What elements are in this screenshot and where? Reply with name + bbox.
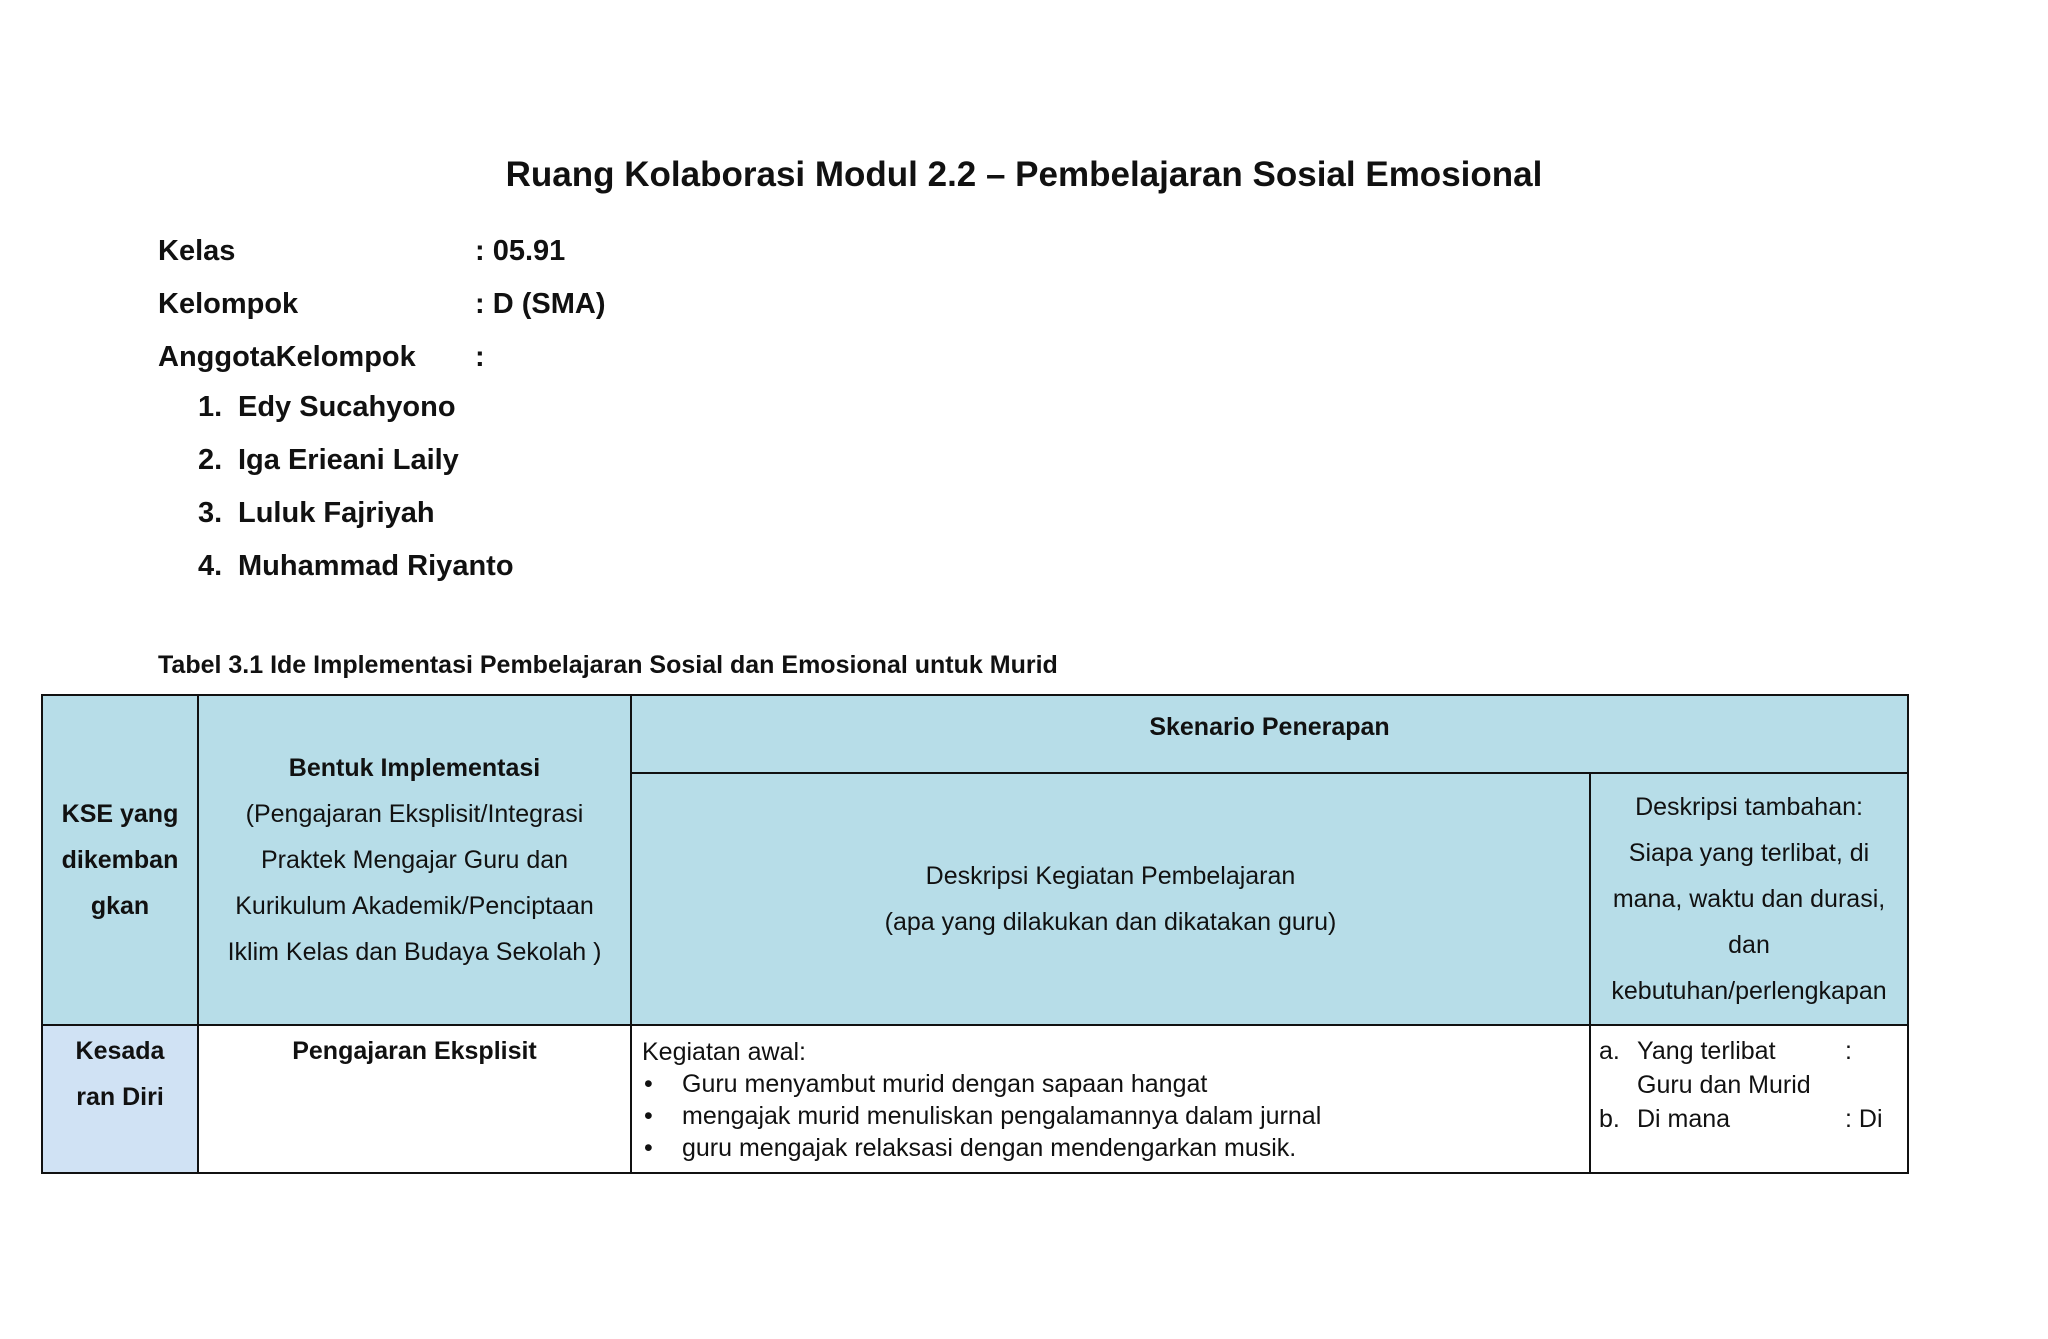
header-tambahan-line: kebutuhan/perlengkapan <box>1611 977 1887 1005</box>
list-item <box>642 1068 1579 1100</box>
kegiatan-item: Guru menyambut murid dengan sapaan hangat <box>682 1070 1208 1098</box>
tambahan-label: Yang terlibat <box>1637 1037 1776 1065</box>
anggota-label: AnggotaKelompok <box>158 341 416 373</box>
header-kse-line: dikemban <box>61 846 179 874</box>
row-kegiatan <box>631 1025 1590 1173</box>
header-tambahan <box>1590 773 1908 1025</box>
kegiatan-list <box>642 1068 1579 1164</box>
kelompok-label: Kelompok <box>158 288 299 320</box>
tambahan-letter: b. <box>1599 1105 1620 1133</box>
table-header-row <box>42 695 1908 773</box>
list-item <box>198 493 514 546</box>
header-bentuk-title: Bentuk Implementasi <box>288 754 541 782</box>
row-kse-line: Kesada <box>75 1037 165 1065</box>
tambahan-value: : Di <box>1845 1105 1883 1133</box>
tambahan-colon: : <box>1845 1037 1852 1065</box>
info-row-kelas <box>158 231 565 271</box>
kegiatan-title: Kegiatan awal: <box>642 1038 807 1066</box>
kelas-value: : 05.91 <box>475 235 566 267</box>
tambahan-item-b <box>1597 1102 1901 1136</box>
header-kse <box>42 695 198 1025</box>
header-kse-line: gkan <box>90 892 150 920</box>
header-deskripsi-line: (apa yang dilakukan dan dikatakan guru) <box>884 908 1337 936</box>
member-number: 2. <box>198 444 223 476</box>
header-bentuk-line: Praktek Mengajar Guru dan <box>260 846 569 874</box>
header-bentuk <box>198 695 631 1025</box>
implementation-table <box>41 694 1909 1174</box>
header-bentuk-line: Iklim Kelas dan Budaya Sekolah ) <box>227 938 602 966</box>
header-deskripsi <box>631 773 1590 1025</box>
member-name: Luluk Fajriyah <box>238 497 435 529</box>
kegiatan-item: mengajak murid menuliskan pengalamannya dalam jurnal <box>682 1102 1322 1130</box>
bullet-icon: • <box>644 1134 653 1162</box>
header-tambahan-line: mana, waktu dan durasi, <box>1612 885 1886 913</box>
member-number: 3. <box>198 497 223 529</box>
header-bentuk-line: (Pengajaran Eksplisit/Integrasi <box>245 800 584 828</box>
list-item <box>642 1100 1579 1132</box>
kelas-label: Kelas <box>158 235 236 267</box>
tambahan-value: Guru dan Murid <box>1637 1071 1811 1099</box>
tambahan-label: Di mana <box>1637 1105 1731 1133</box>
header-tambahan-line: Siapa yang terlibat, di <box>1628 839 1870 867</box>
row-kse-line: ran Diri <box>76 1083 164 1111</box>
row-tambahan <box>1590 1025 1908 1173</box>
bullet-icon: • <box>644 1102 653 1130</box>
row-kse <box>42 1025 198 1173</box>
member-list <box>198 387 514 599</box>
tambahan-item-a <box>1597 1034 1901 1102</box>
table-caption: Tabel 3.1 Ide Implementasi Pembelajaran Sosial dan Emosional untuk Murid <box>158 651 1058 679</box>
kelompok-value: : D (SMA) <box>475 288 606 320</box>
list-item <box>198 387 514 440</box>
header-deskripsi-line: Deskripsi Kegiatan Pembelajaran <box>925 862 1296 890</box>
member-name: Iga Erieani Laily <box>238 444 459 476</box>
member-number: 1. <box>198 391 223 423</box>
member-number: 4. <box>198 550 223 582</box>
list-item <box>198 546 514 599</box>
header-tambahan-line: dan <box>1728 931 1770 959</box>
info-row-anggota <box>158 337 485 377</box>
header-skenario: Skenario Penerapan <box>631 695 1908 773</box>
info-row-kelompok <box>158 284 605 324</box>
header-tambahan-line: Deskripsi tambahan: <box>1635 793 1863 821</box>
document-title: Ruang Kolaborasi Modul 2.2 – Pembelajaran Sosial Emosional <box>505 155 1543 194</box>
bullet-icon: • <box>644 1070 653 1098</box>
table-row <box>42 1025 1908 1173</box>
list-item <box>198 440 514 493</box>
list-item <box>642 1132 1579 1164</box>
kegiatan-item: guru mengajak relaksasi dengan mendengarkan musik. <box>682 1134 1297 1162</box>
header-bentuk-line: Kurikulum Akademik/Penciptaan <box>235 892 594 920</box>
anggota-value: : <box>475 341 485 373</box>
tambahan-letter: a. <box>1599 1037 1620 1065</box>
header-kse-line: KSE yang <box>61 800 179 828</box>
member-name: Muhammad Riyanto <box>238 550 514 582</box>
row-bentuk: Pengajaran Eksplisit <box>198 1025 631 1173</box>
member-name: Edy Sucahyono <box>238 391 456 423</box>
